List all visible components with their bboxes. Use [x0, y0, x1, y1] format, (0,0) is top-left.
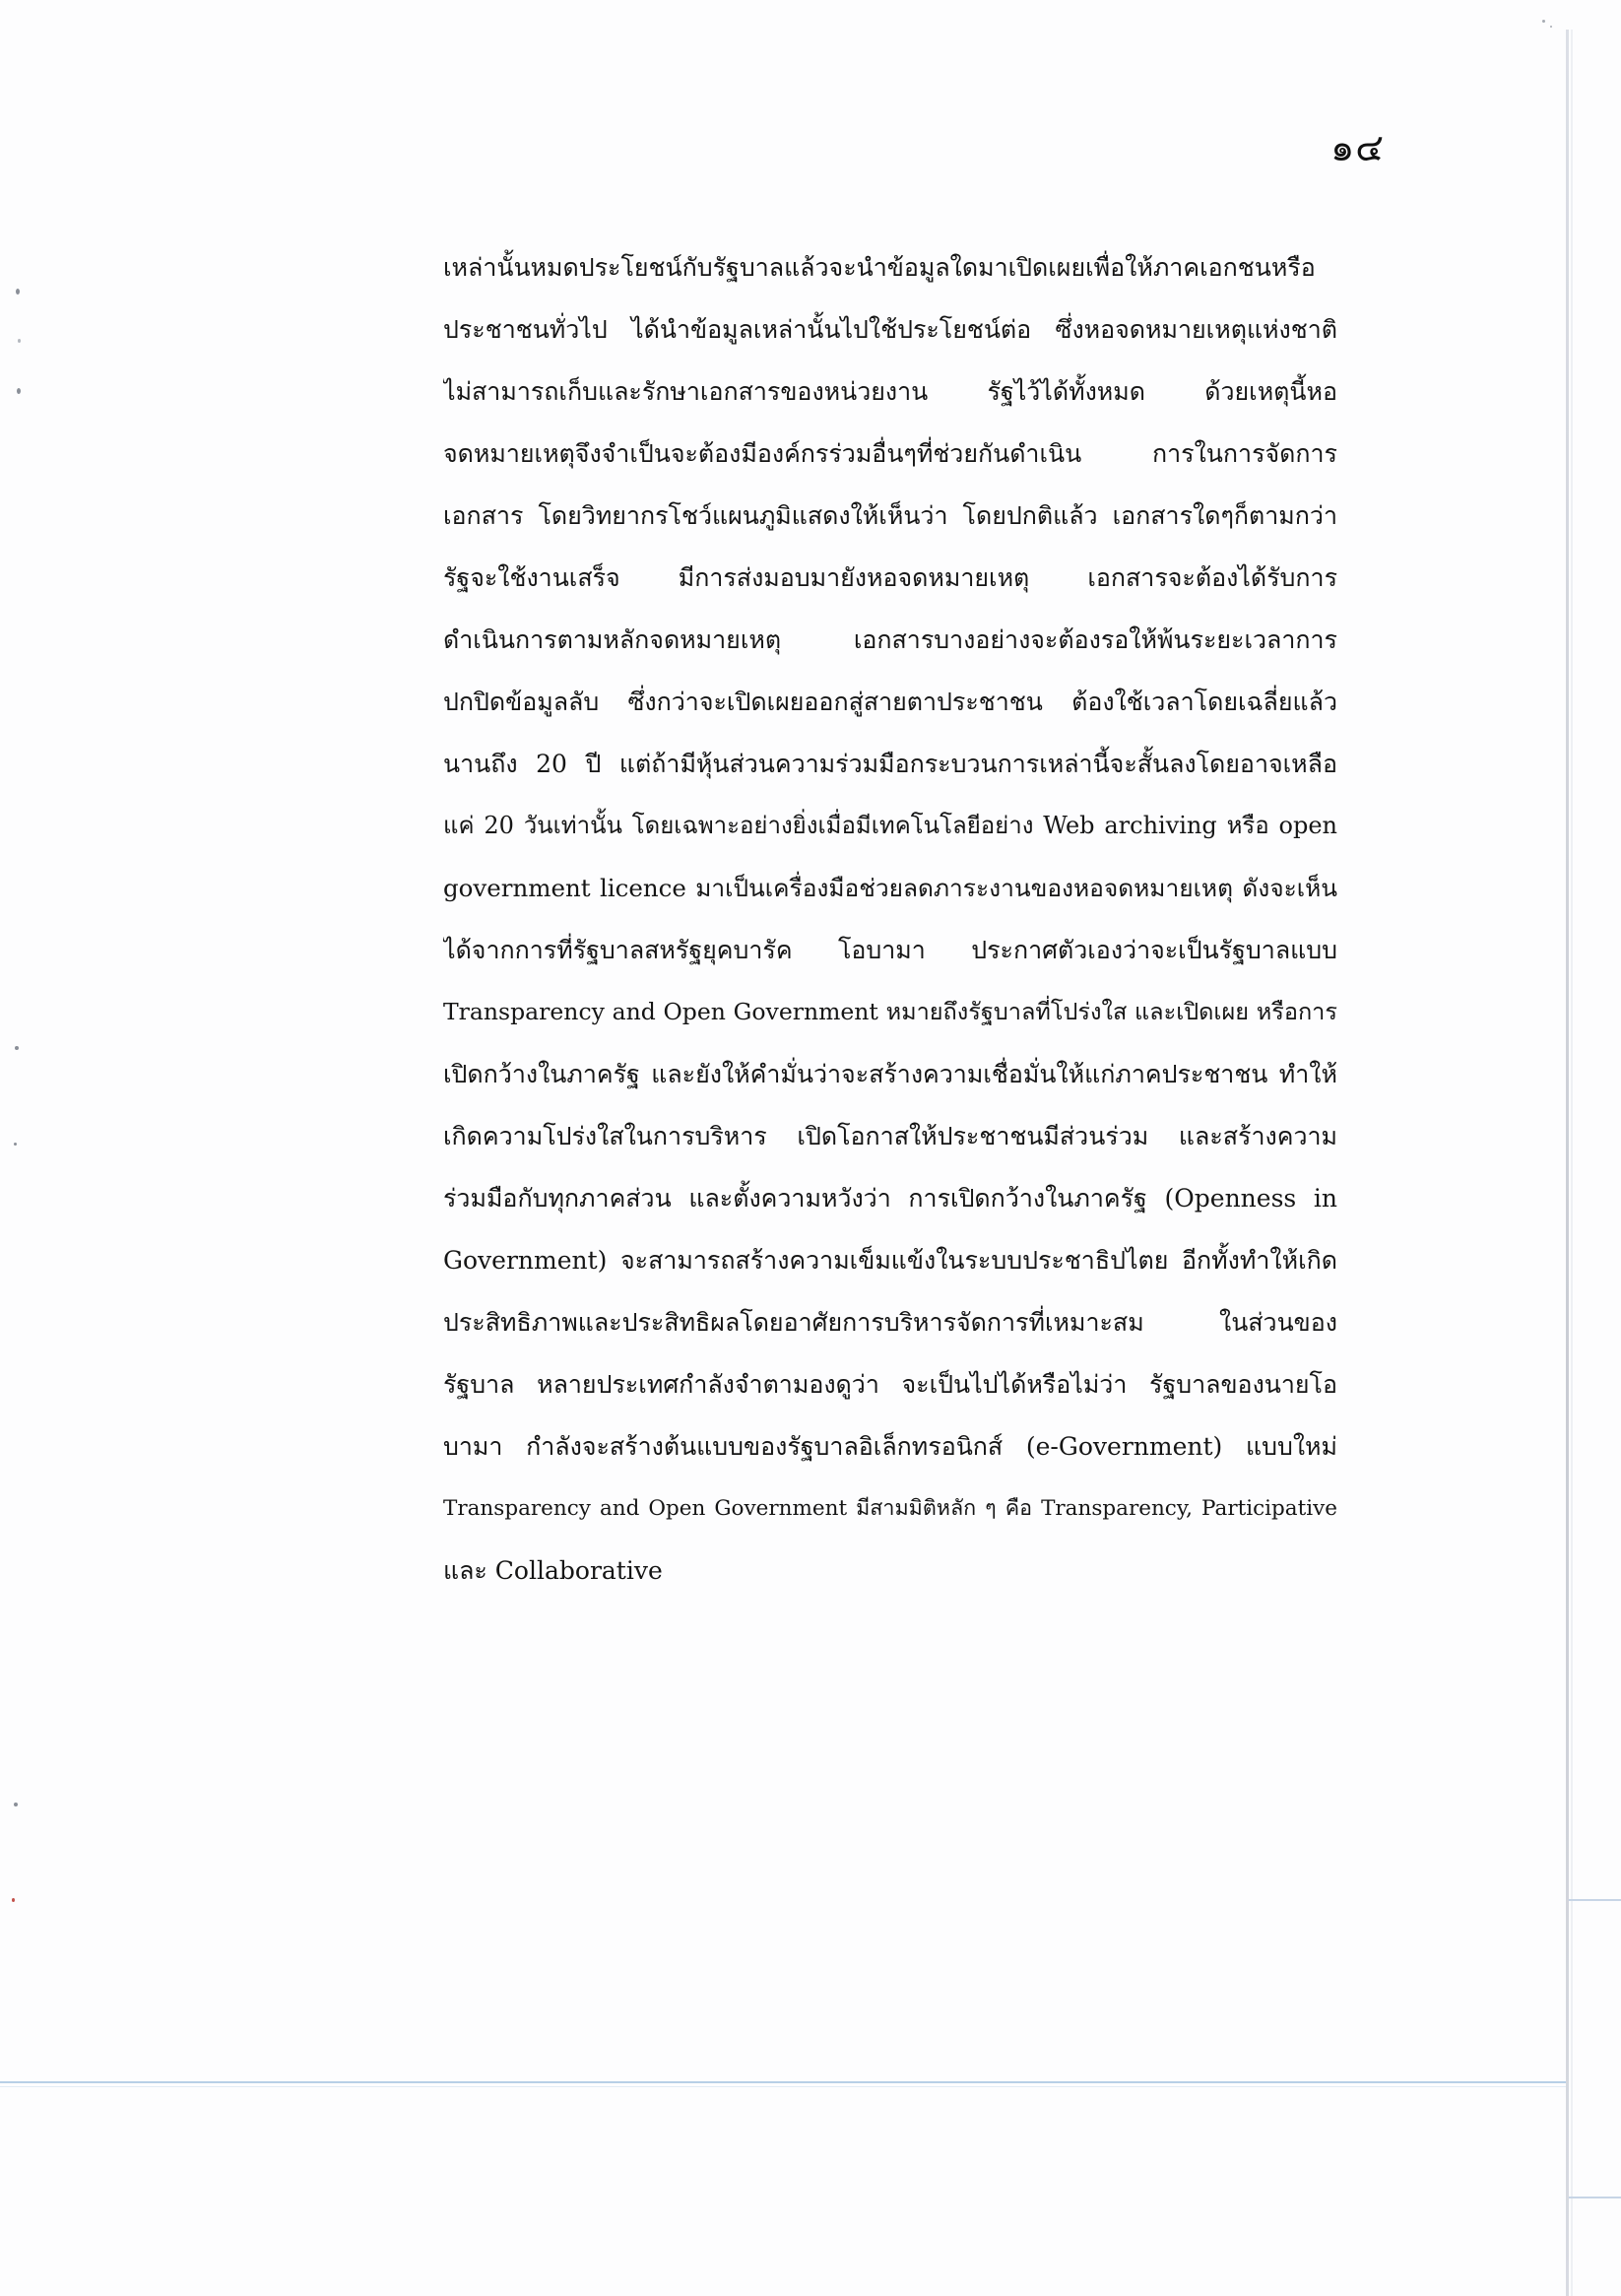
body-paragraph [443, 236, 1337, 1602]
text-line: ดำเนินการตามหลักจดหมายเหตุ เอกสารบางอย่างจะต้องรอให้พ้นระยะเวลาการ [443, 625, 1337, 654]
scan-margin-tick [1569, 1899, 1621, 1901]
text-line: ไม่สามารถเก็บและรักษาเอกสารของหน่วยงาน รัฐไว้ได้ทั้งหมด ด้วยเหตุนี้หอ [443, 377, 1337, 406]
text-line: ได้จากการที่รัฐบาลสหรัฐยุคบารัค โอบามา ประกาศตัวเองว่าจะเป็นรัฐบาลแบบ [443, 936, 1337, 964]
scan-page-edge [1566, 30, 1569, 2296]
text-line: ประชาชนทั่วไป ได้นำข้อมูลเหล่านั้นไปใช้ประโยชน์ต่อ ซึ่งหอจดหมายเหตุแห่งชาติ [443, 315, 1337, 344]
text-line: Transparency and Open Government มีสามมิติหลัก ๆ คือ Transparency, Participative [443, 1496, 1337, 1521]
scan-speck [1542, 20, 1545, 23]
scan-speck [14, 1803, 18, 1806]
page-number: ๑๔ [1330, 126, 1385, 169]
text-line: แค่ 20 วันเท่านั้น โดยเฉพาะอย่างยิ่งเมื่อมีเทคโนโลยีอย่าง Web archiving หรือ open [443, 812, 1337, 839]
scan-page-edge-shadow [1571, 30, 1573, 2296]
scan-speck [15, 1046, 19, 1050]
text-line: เหล่านั้นหมดประโยชน์กับรัฐบาลแล้วจะนำข้อมูลใดมาเปิดเผยเพื่อให้ภาคเอกชนหรือ [443, 253, 1316, 282]
text-line: government licence มาเป็นเครื่องมือช่วยลดภาระงานของหอจดหมายเหตุ ดังจะเห็น [443, 874, 1337, 902]
scan-speck [17, 388, 21, 394]
scan-speck [16, 289, 20, 295]
text-line: บามา กำลังจะสร้างต้นแบบของรัฐบาลอิเล็กทรอนิกส์ (e-Government) แบบใหม่ [443, 1432, 1337, 1461]
text-line: นานถึง 20 ปี แต่ถ้ามีหุ้นส่วนความร่วมมือกระบวนการเหล่านี้จะสั้นลงโดยอาจเหลือ [443, 750, 1337, 778]
text-line: ประสิทธิภาพและประสิทธิผลโดยอาศัยการบริหารจัดการที่เหมาะสม ในส่วนของ [443, 1308, 1337, 1337]
text-line: และ Collaborative [443, 1556, 663, 1585]
text-line: Transparency and Open Government หมายถึงรัฐบาลที่โปร่งใส และเปิดเผย หรือการ [443, 998, 1337, 1025]
scan-speck [1550, 26, 1552, 28]
text-line: รัฐจะใช้งานเสร็จ มีการส่งมอบมายังหอจดหมายเหตุ เอกสารจะต้องได้รับการ [443, 563, 1337, 592]
scan-margin-tick [1569, 2197, 1621, 2198]
text-line: ปกปิดข้อมูลลับ ซึ่งกว่าจะเปิดเผยออกสู่สายตาประชาชน ต้องใช้เวลาโดยเฉลี่ยแล้ว [443, 688, 1337, 716]
scan-horizontal-line-faint [0, 2086, 1566, 2087]
text-line: เปิดกว้างในภาครัฐ และยังให้คำมั่นว่าจะสร้างความเชื่อมั่นให้แก่ภาคประชาชน ทำให้ [443, 1060, 1337, 1088]
text-line: จดหมายเหตุจึงจำเป็นจะต้องมีองค์กรร่วมอื่นๆที่ช่วยกันดำเนิน การในการจัดการ [443, 439, 1337, 468]
text-line: ร่วมมือกับทุกภาคส่วน และตั้งความหวังว่า การเปิดกว้างในภาครัฐ (Openness in [443, 1184, 1337, 1213]
scan-horizontal-line [0, 2081, 1566, 2083]
text-line: เอกสาร โดยวิทยากรโชว์แผนภูมิแสดงให้เห็นว่า โดยปกติแล้ว เอกสารใดๆก็ตามกว่า [443, 501, 1337, 530]
text-line: Government) จะสามารถสร้างความเข็มแข้งในระบบประชาธิปไตย อีกทั้งทำให้เกิด [443, 1246, 1337, 1275]
text-line: เกิดความโปร่งใสในการบริหาร เปิดโอกาสให้ประชาชนมีส่วนร่วม และสร้างความ [443, 1122, 1337, 1150]
scan-speck [18, 339, 21, 343]
text-line: รัฐบาล หลายประเทศกำลังจำตามองดูว่า จะเป็นไปได้หรือไม่ว่า รัฐบาลของนายโอ [443, 1370, 1337, 1399]
scan-speck [12, 1898, 15, 1902]
scan-speck [14, 1143, 17, 1146]
